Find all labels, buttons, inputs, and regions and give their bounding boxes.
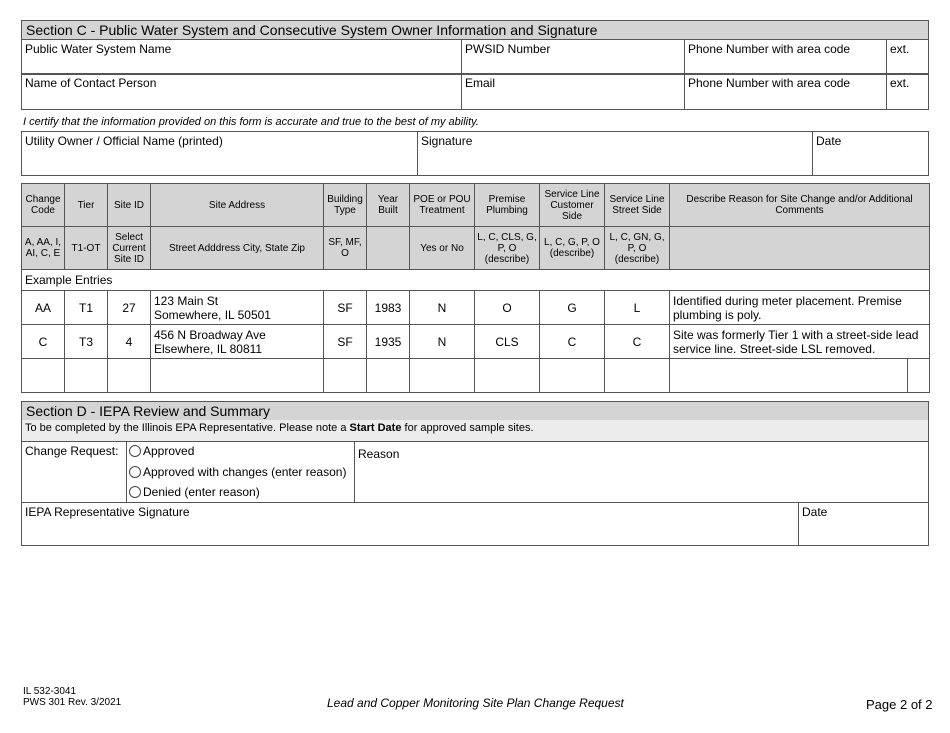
col-header: Year Built	[367, 184, 410, 227]
phone-field-2[interactable]	[685, 74, 887, 110]
site-address-cell	[151, 291, 324, 325]
code-cell: L, C, GN, G, P, O (describe)	[605, 227, 670, 270]
premise-cell: CLS	[475, 325, 540, 359]
col-header: POE or POU Treatment	[410, 184, 475, 227]
table-row	[22, 325, 930, 359]
option-label: Approved with changes (enter reason)	[143, 465, 347, 479]
example-label-row	[22, 270, 930, 291]
field-label: Utility Owner / Official Name (printed)	[25, 134, 223, 148]
comment-cell: Identified during meter placement. Premise plumbing is poly.	[670, 291, 930, 325]
iepa-date-field[interactable]	[799, 503, 929, 546]
col-header: Change Code	[22, 184, 65, 227]
code-cell: A, AA, I, AI, C, E	[22, 227, 65, 270]
option-denied[interactable]	[127, 482, 354, 502]
option-label: Approved	[143, 444, 195, 458]
change-code-cell: AA	[22, 291, 65, 325]
year-built-cell: 1983	[367, 291, 410, 325]
field-label: Name of Contact Person	[25, 76, 157, 90]
section-d-header	[21, 401, 929, 421]
example-entries-label: Example Entries	[22, 270, 930, 291]
street-side-cell: L	[605, 291, 670, 325]
section-c-row-1	[21, 39, 929, 75]
footer-title: Lead and Copper Monitoring Site Plan Change Request	[327, 696, 624, 710]
code-cell: Street Adddress City, State Zip	[151, 227, 324, 270]
tier-cell: T3	[65, 325, 108, 359]
radio-icon[interactable]	[129, 466, 141, 478]
section-c-row-3	[21, 131, 929, 176]
entry-cell[interactable]	[151, 359, 324, 393]
entry-cell[interactable]	[22, 359, 65, 393]
page-number: Page 2 of 2	[866, 697, 933, 712]
premise-cell: O	[475, 291, 540, 325]
entry-cell[interactable]	[475, 359, 540, 393]
col-header: Site Address	[151, 184, 324, 227]
pwsid-field[interactable]	[462, 40, 685, 75]
col-header: Service Line Street Side	[605, 184, 670, 227]
certification-statement: I certify that the information provided on this form is accurate and true to the best of my ability.	[23, 116, 479, 128]
signature-label: IEPA Representative Signature	[25, 505, 190, 519]
section-d-title: Section D - IEPA Review and Summary	[26, 403, 271, 419]
field-label: Phone Number with area code	[688, 76, 851, 90]
field-label: PWSID Number	[465, 42, 551, 56]
code-cell: T1-OT	[65, 227, 108, 270]
change-request-label: Change Request:	[22, 442, 127, 503]
revision: PWS 301 Rev. 3/2021	[23, 697, 122, 708]
date-field[interactable]	[813, 132, 929, 176]
entry-cell[interactable]	[108, 359, 151, 393]
field-label: Public Water System Name	[25, 42, 172, 56]
entry-cell[interactable]	[908, 359, 930, 393]
year-built-cell: 1935	[367, 325, 410, 359]
site-change-table	[21, 183, 930, 393]
form-number: IL 532-3041	[23, 686, 77, 697]
field-label: Signature	[421, 134, 473, 148]
comment-cell: Site was formerly Tier 1 with a street-side lead service line. Street-side LSL removed.	[670, 325, 930, 359]
site-address-cell	[151, 325, 324, 359]
ext-field[interactable]	[887, 40, 929, 75]
phone-field[interactable]	[685, 40, 887, 75]
poe-cell: N	[410, 325, 475, 359]
code-cell: Select Current Site ID	[108, 227, 151, 270]
address-line-2: Elsewhere, IL 80811	[154, 341, 263, 356]
tier-cell: T1	[65, 291, 108, 325]
field-label: ext.	[890, 42, 910, 56]
pws-name-field[interactable]	[22, 40, 462, 75]
radio-icon[interactable]	[129, 445, 141, 457]
radio-icon[interactable]	[129, 486, 141, 498]
code-cell: SF, MF, O	[324, 227, 367, 270]
section-d-note	[21, 420, 929, 442]
field-label: Phone Number with area code	[688, 42, 851, 56]
entry-cell[interactable]	[605, 359, 670, 393]
street-side-cell: C	[605, 325, 670, 359]
col-header: Site ID	[108, 184, 151, 227]
footer-form-id	[23, 686, 121, 708]
table-row	[22, 291, 930, 325]
field-label: Email	[465, 76, 496, 90]
reason-label: Reason	[358, 447, 400, 461]
address-line-1: 456 N Broadway Ave	[154, 327, 266, 342]
entry-cell[interactable]	[540, 359, 605, 393]
ext-field-2[interactable]	[887, 74, 929, 110]
address-line-2: Somewhere, IL 50501	[154, 307, 271, 322]
entry-cell[interactable]	[324, 359, 367, 393]
email-field[interactable]	[462, 74, 685, 110]
col-header: Tier	[65, 184, 108, 227]
reason-field[interactable]	[355, 442, 929, 503]
building-type-cell: SF	[324, 291, 367, 325]
option-approved[interactable]	[127, 442, 354, 462]
col-header: Premise Plumbing	[475, 184, 540, 227]
code-cell: L, C, G, P, O (describe)	[540, 227, 605, 270]
official-name-field[interactable]	[22, 132, 418, 176]
code-cell	[670, 227, 930, 270]
address-line-1: 123 Main St	[154, 293, 219, 308]
change-code-cell: C	[22, 325, 65, 359]
option-approved-with-changes[interactable]	[127, 462, 354, 482]
iepa-signature-field[interactable]	[22, 503, 799, 546]
entry-cell[interactable]	[670, 359, 908, 393]
date-label: Date	[802, 505, 828, 519]
signature-field[interactable]	[418, 132, 813, 176]
note-bold: Start Date	[349, 422, 402, 434]
col-header: Service Line Customer Side	[540, 184, 605, 227]
note-text-end: for approved sample sites.	[401, 422, 534, 434]
section-c-header	[21, 20, 929, 40]
table-header-row	[22, 184, 930, 227]
option-label: Denied (enter reason)	[143, 485, 260, 499]
site-id-cell: 4	[108, 325, 151, 359]
contact-person-field[interactable]	[22, 74, 462, 110]
entry-cell[interactable]	[410, 359, 475, 393]
field-label: ext.	[890, 76, 910, 90]
site-id-cell: 27	[108, 291, 151, 325]
code-cell: Yes or No	[410, 227, 475, 270]
section-c-row-2	[21, 73, 929, 110]
section-d-table	[21, 441, 929, 546]
empty-entry-row	[22, 359, 930, 393]
customer-side-cell: G	[540, 291, 605, 325]
field-label: Date	[816, 134, 842, 148]
note-text-start: To be completed by the Illinois EPA Representative. Please note a	[25, 422, 350, 434]
customer-side-cell: C	[540, 325, 605, 359]
poe-cell: N	[410, 291, 475, 325]
table-codes-row	[22, 227, 930, 270]
code-cell: L, C, CLS, G, P, O (describe)	[475, 227, 540, 270]
code-cell	[367, 227, 410, 270]
building-type-cell: SF	[324, 325, 367, 359]
col-header: Building Type	[324, 184, 367, 227]
entry-cell[interactable]	[65, 359, 108, 393]
section-c-title: Section C - Public Water System and Consecutive System Owner Information and Signature	[26, 22, 598, 38]
col-header: Describe Reason for Site Change and/or Additional Comments	[670, 184, 930, 227]
change-request-options	[127, 442, 355, 503]
entry-cell[interactable]	[367, 359, 410, 393]
